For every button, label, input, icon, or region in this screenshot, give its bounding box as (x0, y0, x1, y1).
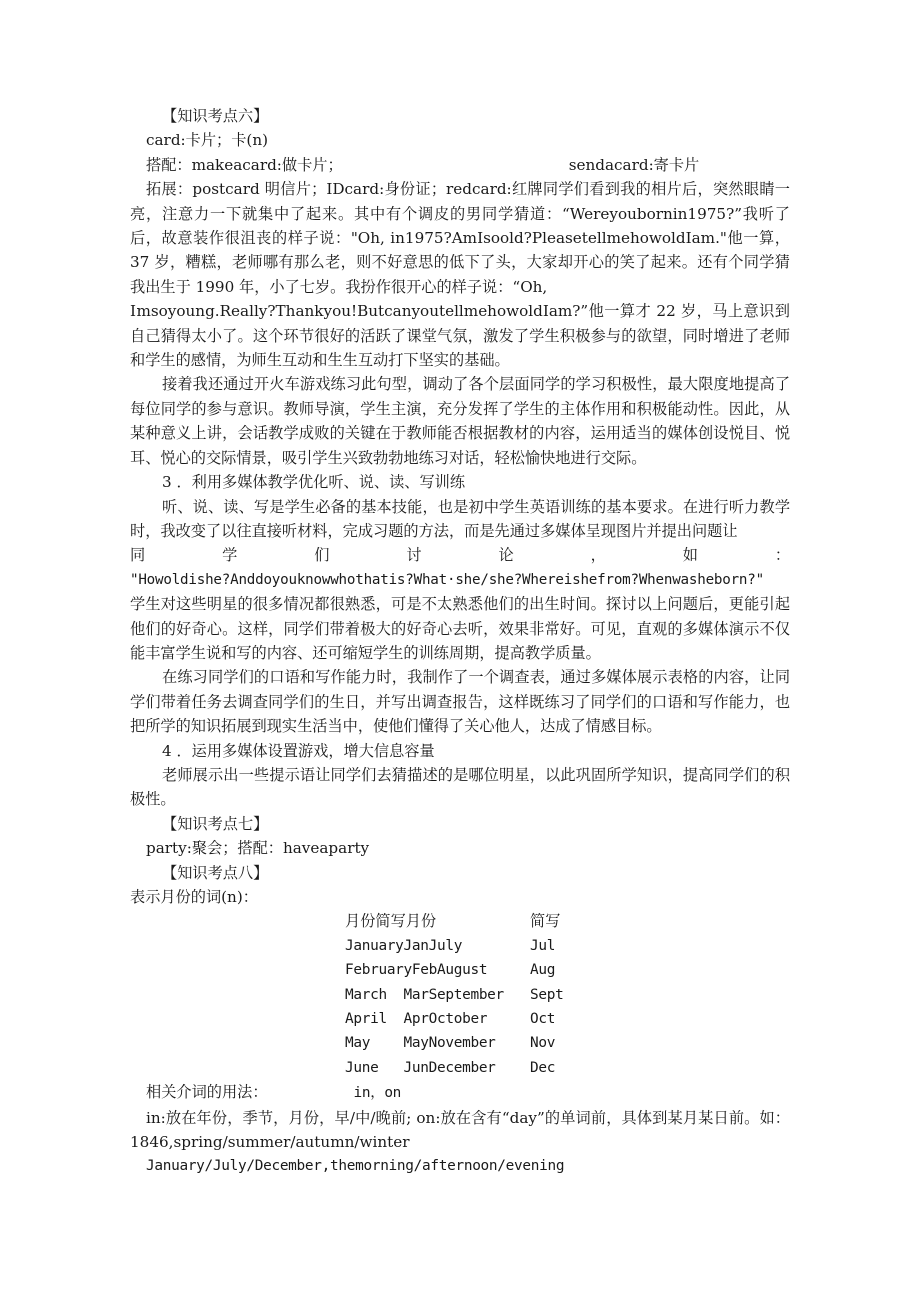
paragraph-expansion-1: 拓展：postcard 明信片；IDcard:身份证；redcard:红牌同学们看到我的相片后，突然眼睛一亮，注意力一下就集中了起来。其中有个调皮的男同学猜道：“Wereyoubornin1975?”我听了后，故意装作很沮丧的样子说："Oh, in1975?AmIsoold?PleasetellmehowoldIam."他一算，37 岁，糟糕，老师哪有那么老，则不好意思的低下了头，大家却开心的笑了起来。还有个同学猜我出生于 1990 年，小了七岁。我扮作很开心的样子说：“Oh, (130, 180, 790, 296)
months-table (345, 909, 592, 1080)
card-collocation-line (130, 153, 790, 177)
months-table-body (345, 909, 592, 1080)
party-definition-line: party:聚会；搭配：haveaparty (146, 839, 370, 858)
paragraph-listening-b: 同学们讨论，如： (130, 546, 790, 565)
months-row-2-col-2: Aug (530, 962, 556, 979)
preposition-usage-line (130, 1080, 790, 1105)
months-header-col-2: 简写 (530, 912, 561, 931)
months-row-4-col-1: April AprOctober (345, 1011, 488, 1028)
section-heading-point-six: 【知识考点六】 (162, 107, 269, 125)
subheading-3-multimedia-training: 3 ．利用多媒体教学优化听、说、读、写训练 (162, 473, 466, 492)
table-row (345, 1056, 592, 1080)
months-row-2-col-1: FebruaryFebAugust (345, 962, 488, 979)
table-row (345, 1007, 592, 1031)
subheading-4-multimedia-games: 4 ．运用多媒体设置游戏，增大信息容量 (162, 741, 435, 760)
preposition-usage-value: in，on (353, 1085, 402, 1102)
months-row-1-col-1: JanuaryJanJuly (345, 937, 463, 954)
card-definition-line: card:卡片；卡(n) (146, 131, 269, 150)
table-row (345, 983, 592, 1007)
paragraph-listening-questions: "Howoldishe?Anddoyouknowwhothatis?What·she/she?Whereishefrom?Whenwasheborn?" (130, 571, 764, 588)
months-row-3-col-1: March MarSeptember (345, 986, 504, 1003)
months-row-4-col-2: Oct (530, 1011, 556, 1028)
months-header-col-1: 月份简写月份 (345, 912, 437, 931)
preposition-usage-label: 相关介词的用法： (146, 1083, 268, 1102)
paragraph-survey-table: 在练习同学们的口语和写作能力时，我制作了一个调查表，通过多媒体展示表格的内容，让同学们带着任务去调查同学们的生日，并写出调查报告，这样既练习了同学们的口语和写作能力，也把所学的知识拓展到现实生活当中，使他们懂得了关心他人，达成了情感目标。 (130, 668, 790, 736)
card-collocation-right: sendacard:寄卡片 (568, 155, 700, 174)
table-row (345, 958, 592, 982)
months-row-1-col-2: Jul (530, 937, 556, 954)
paragraph-guess-star: 老师展示出一些提示语让同学们去猜描述的是哪位明星，以此巩固所学知识，提高同学们的积极性。 (130, 765, 790, 809)
table-header-row (345, 909, 592, 933)
card-collocation-left: 搭配：makeacard:做卡片； (146, 155, 343, 174)
months-row-6-col-2: Dec (530, 1059, 556, 1076)
months-intro-line: 表示月份的词(n)： (130, 888, 258, 906)
preposition-rule-line: in:放在年份，季节，月份，早/中/晚前; on:放在含有“day”的单词前，具体到某月某日前。如：1846,spring/summer/autumn/winter (130, 1108, 790, 1152)
table-row (345, 1031, 592, 1055)
paragraph-listening-a: 听、说、读、写是学生必备的基本技能，也是初中学生英语训练的基本要求。在进行听力教学时，我改变了以往直接听材料，完成习题的方法，而是先通过多媒体呈现图片并提出问题让 (130, 497, 790, 540)
months-row-6-col-1: June JunDecember (345, 1059, 496, 1076)
months-row-5-col-2: Nov (530, 1035, 556, 1052)
months-row-5-col-1: May MayNovember (345, 1035, 496, 1052)
document-body (130, 104, 790, 1179)
table-row (345, 934, 592, 958)
months-row-3-col-2: Sept (530, 986, 564, 1003)
section-heading-point-eight: 【知识考点八】 (162, 863, 269, 882)
paragraph-listening-c: 学生对这些明星的很多情况都很熟悉，可是不太熟悉他们的出生时间。探讨以上问题后，更能引起他们的好奇心。这样，同学们带着极大的好奇心去听，效果非常好。可见，直观的多媒体演示不仅能丰富学生说和写的内容、还可缩短学生的训练周期，提高教学质量。 (130, 595, 790, 662)
section-heading-point-seven: 【知识考点七】 (162, 814, 269, 833)
paragraph-train-game: 接着我还通过开火车游戏练习此句型，调动了各个层面同学的学习积极性，最大限度地提高了每位同学的参与意识。教师导演，学生主演，充分发挥了学生的主体作用和积极能动性。因此，从某种意义上讲，会话教学成败的关键在于教师能否根据教材的内容，运用适当的媒体创设悦目、悦耳、悦心的交际情景，吸引学生兴致勃勃地练习对话，轻松愉快地进行交际。 (130, 375, 790, 467)
paragraph-expansion-2: Ⅰmsoyoung.Really?Thankyou!ButcanyoutellmehowoldIam?”他一算才 22 岁，马上意识到自己猜得太小了。这个环节很好的活跃了课堂气氛，激发了学生积极参与的欲望，同时增进了老师和学生的感情，为师生互动和生生互动打下坚实的基础。 (130, 302, 790, 370)
preposition-examples-line: January/July/December,themorning/afternoon/evening (146, 1158, 565, 1175)
